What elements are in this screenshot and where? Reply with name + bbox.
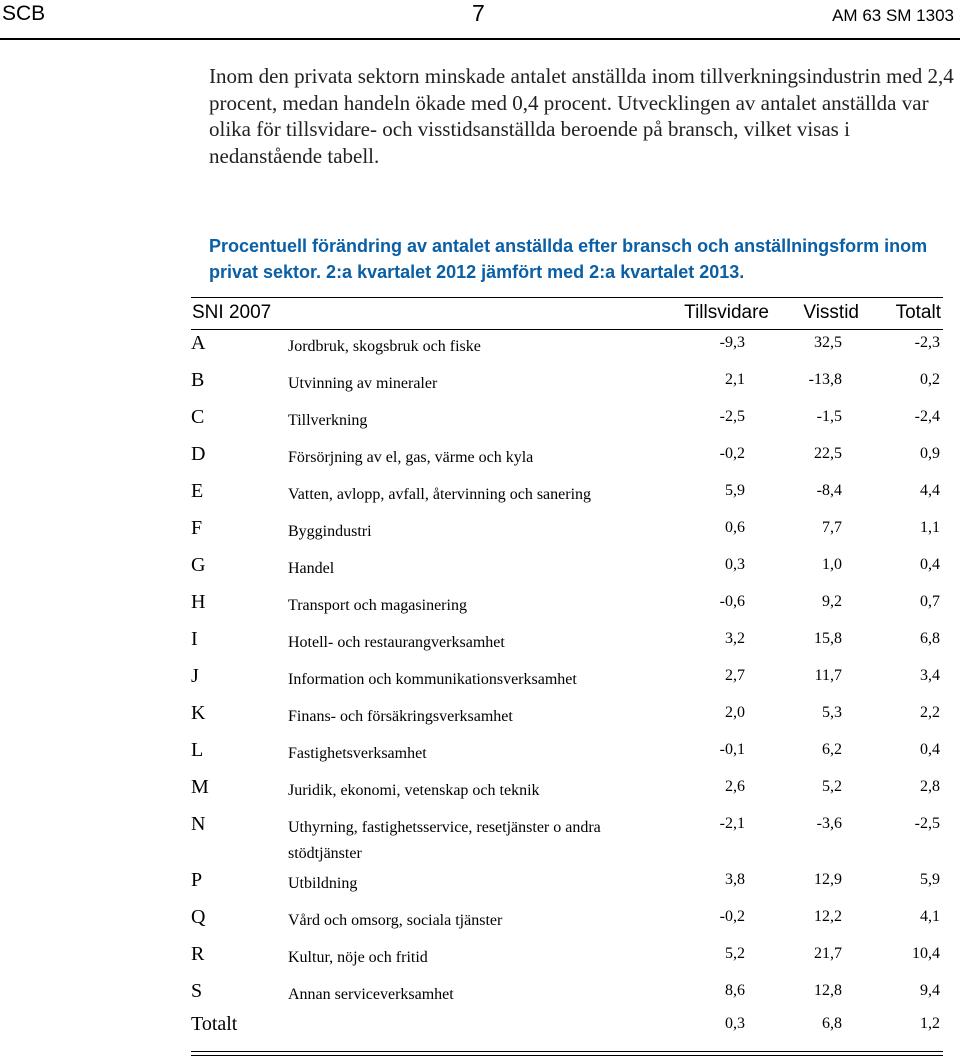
row-code: S <box>191 980 203 1002</box>
header-org: SCB <box>2 2 46 25</box>
row-tillsvidare: 5,9 <box>725 482 745 499</box>
row-totalt: -2,5 <box>914 815 940 832</box>
row-code: J <box>191 665 199 687</box>
table-bottom-rule <box>191 1051 943 1052</box>
row-name: Vård och omsorg, sociala tjänster <box>288 912 503 929</box>
table-top-rule <box>191 297 943 298</box>
row-visstid: -13,8 <box>808 371 842 388</box>
row-tillsvidare: -9,3 <box>719 334 745 351</box>
row-totalt: 1,1 <box>920 519 940 536</box>
table-bottom-rule-2 <box>191 1055 943 1056</box>
page-number: 7 <box>472 0 485 26</box>
row-tillsvidare: -2,5 <box>719 408 745 425</box>
row-visstid: -8,4 <box>816 482 842 499</box>
row-name: Information och kommunikationsverksamhet <box>288 671 577 688</box>
row-code: I <box>191 628 198 650</box>
row-totalt: 0,7 <box>920 593 940 610</box>
row-visstid: 21,7 <box>814 945 842 962</box>
row-code: R <box>191 943 205 965</box>
row-visstid: 7,7 <box>822 519 842 536</box>
table-caption: Procentuell förändring av antalet anställda efter bransch och anställningsform inom privat sektor. 2:a kvartalet 2012 jämfört med 2:a kvartalet 2013. <box>209 236 928 282</box>
row-tillsvidare: 3,8 <box>725 871 745 888</box>
row-name: Tillverkning <box>288 412 368 429</box>
row-tillsvidare: 3,2 <box>725 630 745 647</box>
row-code: Q <box>191 906 206 928</box>
row-name: Handel <box>288 560 335 577</box>
row-code: G <box>191 554 206 576</box>
row-totalt: 4,1 <box>920 908 940 925</box>
row-code: B <box>191 369 205 391</box>
header-divider <box>0 38 960 40</box>
row-name: Juridik, ekonomi, vetenskap och teknik <box>288 782 540 799</box>
row-totalt: -2,3 <box>914 334 940 351</box>
row-visstid: 32,5 <box>814 334 842 351</box>
total-label: Totalt <box>191 1013 238 1035</box>
row-totalt: 10,4 <box>912 945 940 962</box>
row-code: H <box>191 591 206 613</box>
row-tillsvidare: 0,3 <box>725 556 745 573</box>
row-visstid: 1,0 <box>822 556 842 573</box>
row-tillsvidare: 2,7 <box>725 667 745 684</box>
header-totalt: Totalt <box>895 302 941 323</box>
row-name: Kultur, nöje och fritid <box>288 949 428 966</box>
row-tillsvidare: -0,1 <box>719 741 745 758</box>
row-name: Byggindustri <box>288 523 372 540</box>
row-name: Fastighetsverksamhet <box>288 745 427 762</box>
row-tillsvidare: -0,6 <box>719 593 745 610</box>
table-header-rule <box>191 329 943 330</box>
row-code: D <box>191 443 206 465</box>
header-sni: SNI 2007 <box>192 302 272 323</box>
total-tillsvidare: 0,3 <box>725 1015 745 1032</box>
row-code: C <box>191 406 205 428</box>
row-code: K <box>191 702 206 724</box>
row-name: Annan serviceverksamhet <box>288 986 454 1003</box>
row-totalt: 0,2 <box>920 371 940 388</box>
total-totalt: 1,2 <box>920 1015 940 1032</box>
row-code: M <box>191 776 209 798</box>
row-totalt: 0,4 <box>920 556 940 573</box>
row-name: Försörjning av el, gas, värme och kyla <box>288 449 534 466</box>
header-visstid: Visstid <box>803 302 859 323</box>
row-code: F <box>191 517 203 539</box>
row-totalt: 6,8 <box>920 630 940 647</box>
row-visstid: 12,2 <box>814 908 842 925</box>
row-visstid: 11,7 <box>814 667 842 684</box>
row-visstid: 22,5 <box>814 445 842 462</box>
row-visstid: 12,8 <box>814 982 842 999</box>
row-name: Jordbruk, skogsbruk och fiske <box>288 338 481 355</box>
row-tillsvidare: 2,0 <box>725 704 745 721</box>
row-tillsvidare: 2,6 <box>725 778 745 795</box>
row-code: P <box>191 869 203 891</box>
row-visstid: -1,5 <box>816 408 842 425</box>
row-code: A <box>191 332 206 354</box>
row-tillsvidare: 8,6 <box>725 982 745 999</box>
row-visstid: 12,9 <box>814 871 842 888</box>
row-name: Finans- och försäkringsverksamhet <box>288 708 513 725</box>
row-name: Utbildning <box>288 875 358 892</box>
row-totalt: 4,4 <box>920 482 940 499</box>
row-tillsvidare: -0,2 <box>719 445 745 462</box>
row-visstid: 5,3 <box>822 704 842 721</box>
intro-paragraph: Inom den privata sektorn minskade antalet anställda inom tillverkningsindustrin med 2,4 procent, medan handeln ökade med 0,4 procent. Utvecklingen av antalet anställda var olika för tillsvidare- och visstidsanställda beroende på bransch, vilket visas i nedanstående tabell. <box>209 64 954 168</box>
row-name: Transport och magasinering <box>288 597 467 614</box>
row-name: Hotell- och restaurangverksamhet <box>288 634 505 651</box>
row-visstid: 6,2 <box>822 741 842 758</box>
row-code: L <box>191 739 204 761</box>
row-name: Utvinning av mineraler <box>288 375 438 392</box>
row-visstid: 9,2 <box>822 593 842 610</box>
row-tillsvidare: 2,1 <box>725 371 745 388</box>
row-totalt: -2,4 <box>914 408 940 425</box>
row-totalt: 2,8 <box>920 778 940 795</box>
row-code: E <box>191 480 204 502</box>
row-visstid: -3,6 <box>816 815 842 832</box>
row-name: Vatten, avlopp, avfall, återvinning och sanering <box>288 486 592 503</box>
row-totalt: 2,2 <box>920 704 940 721</box>
total-visstid: 6,8 <box>822 1015 842 1032</box>
row-totalt: 5,9 <box>920 871 940 888</box>
row-code: N <box>191 813 206 835</box>
row-totalt: 0,9 <box>920 445 940 462</box>
report-id: AM 63 SM 1303 <box>832 6 954 25</box>
row-tillsvidare: 5,2 <box>725 945 745 962</box>
row-tillsvidare: -0,2 <box>719 908 745 925</box>
row-name: Uthyrning, fastighetsservice, resetjänster o andra stödtjänster <box>288 819 601 862</box>
row-tillsvidare: 0,6 <box>725 519 745 536</box>
row-totalt: 3,4 <box>920 667 940 684</box>
row-totalt: 0,4 <box>920 741 940 758</box>
header-tillsvidare: Tillsvidare <box>684 302 769 323</box>
row-totalt: 9,4 <box>920 982 940 999</box>
row-visstid: 15,8 <box>814 630 842 647</box>
row-visstid: 5,2 <box>822 778 842 795</box>
row-tillsvidare: -2,1 <box>719 815 745 832</box>
